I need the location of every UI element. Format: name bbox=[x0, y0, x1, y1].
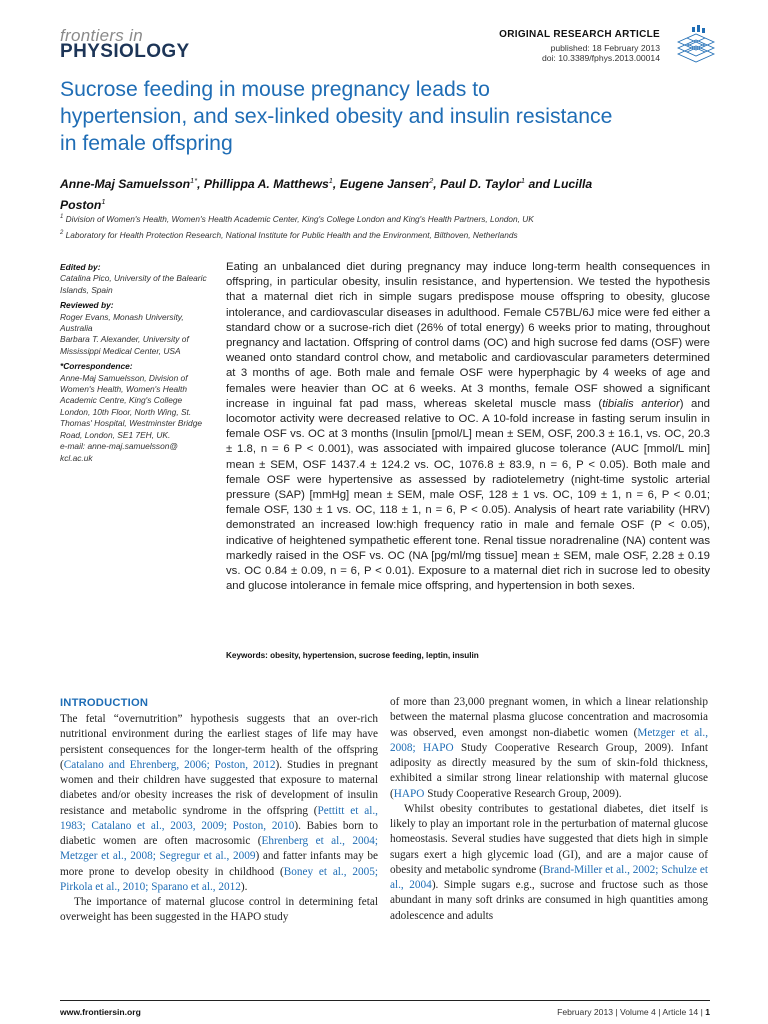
correspondence-address: Anne-Maj Samuelsson, Division of Women's Health, Women's Health Academic Centre, King's College London, 10th Floor, North Wing, St. Thomas' Hospital, Westminster Bridge Road, London, SE1 7EH, UK. bbox=[60, 372, 203, 440]
author: Lucilla Poston bbox=[60, 177, 593, 213]
section-heading: INTRODUCTION bbox=[60, 697, 149, 709]
article-type: ORIGINAL RESEARCH ARTICLE bbox=[499, 29, 660, 40]
body-text: ). Studies in pregnant women and their children have suggested that exposure to maternal diabetes and/or obesity increases the risk of development of insulin resistance and metabolic syndrome in the offspring ( bbox=[60, 758, 378, 817]
body-text: ). bbox=[240, 880, 248, 893]
body-text: Study Cooperative Research Group, 2009). Infant adiposity as directly measured by the sum of skin-fold thickness, exhibited a similar strong linear relationship with maternal glucose ( bbox=[390, 741, 708, 800]
footer-rule bbox=[60, 1000, 710, 1001]
author-sep: , bbox=[332, 177, 340, 192]
author-sep: , bbox=[433, 177, 441, 192]
journal-logo-line1: frontiers in bbox=[60, 26, 143, 45]
author: Phillippa A. Matthews bbox=[203, 177, 329, 192]
author: Eugene Jansen bbox=[339, 177, 430, 192]
paragraph bbox=[390, 695, 708, 802]
abstract bbox=[226, 260, 710, 594]
abstract-italic: tibialis anterior bbox=[602, 397, 680, 410]
reviewed-by-label: Reviewed by: bbox=[60, 300, 114, 311]
paragraph bbox=[390, 802, 708, 924]
author-sep: and bbox=[525, 177, 554, 192]
affiliation bbox=[60, 210, 700, 226]
article-title: Sucrose feeding in mouse pregnancy leads to hypertension, and sex-linked obesity and insulin resistance in female offspring bbox=[60, 78, 613, 155]
abstract-text: ) and locomotor activity were decreased relative to OC. A 10-fold increase in fasting serum insulin in female OSF vs. OC at 3 months (Insulin [pmol/L] mean ± SEM, OSF, 200.3 ± 16.1, vs. OC, 20.3 ± 1.8, n = 6 P < 0.001), was associated with impaired glucose tolerance (AUC [mmol/L min] mean ± SEM, OSF 1437.4 ± 124.2 vs. OC, 1076.8 ± 83.9, n = 6, P < 0.05). Both male and female OSF were hypertensive as assessed by radiotelemetry (night-time systolic arterial pressure (SAP) [mmHg] mean ± SEM, male OSF, 128 ± 1 vs. OC, 109 ± 1, n = 6, P < 0.01; female OSF, 130 ± 1 vs. OC, 118 ± 1, n = 6, P < 0.05). Analysis of heart rate variability (HRV) demonstrated an increased low:high frequency ratio in male and female OSF (P < 0.05), indicative of heightened sympathetic efferent tone. Renal tissue noradrenaline (NA) content was markedly raised in the OSF vs. OC (NA [pg/ml/mg tissue] mean ± SEM, male OSF, 2.28 ± 0.19 vs. OC 0.84 ± 0.09, n = 6, P < 0.01). Exposure to a maternal diet rich in sucrose led to obesity and glucose intolerance in female mice offspring, and hypertension in both sexes. bbox=[226, 397, 710, 593]
author: Paul D. Taylor bbox=[440, 177, 521, 192]
edited-by-label: Edited by: bbox=[60, 262, 101, 272]
reviewer: Barbara T. Alexander, University of Mississippi Medical Center, USA bbox=[60, 334, 189, 356]
body-text: Whilst obesity contributes to gestational diabetes, diet itself is likely to play an important role in the perturbation of maternal glucose homeostasis. Several studies have suggested that diets high in simple sugars exert a high glycemic load (GI), and are a major cause of obesity and metabolic syndrome ( bbox=[390, 802, 708, 876]
journal-logo-line2: PHYSIOLOGY bbox=[60, 41, 190, 62]
correspondence-email[interactable]: e-mail: anne-maj.samuelsson@ kcl.ac.uk bbox=[60, 441, 178, 463]
correspondence-label: *Correspondence: bbox=[60, 361, 133, 372]
author-affil-sup: 1 bbox=[190, 176, 195, 185]
affiliations bbox=[60, 210, 700, 242]
affil-number: 2 bbox=[60, 229, 64, 236]
abstract-text: Eating an unbalanced diet during pregnancy may induce long-term health consequences in offspring, in particular obesity, insulin resistance, and hypertension. We tested the hypothesis that a maternal diet rich in simple sugars predispose mouse offspring to obesity, glucose intolerance, and cardiovascular diseases in adulthood. Female C57BL/6J mice were fed either a standard chow or a sucrose-rich diet (26% of total energy) 6 weeks prior to mating, throughout pregnancy and lactation. Offspring of control dams (OC) and high sucrose fed dams (OSF) were weaned onto standard control chow, and metabolic and cardiovascular parameters determined at 3 months of age. Both male and female OSF were hyperphagic by 4 weeks of age and females were heavier than OC at 6 weeks. At 3 months, female OSF showed a significant increase in inguinal fat pad mass, whereas skeletal muscle mass ( bbox=[226, 261, 710, 410]
author-affil-sup: 1 bbox=[520, 176, 526, 185]
body-text: The fetal “overnutrition” hypothesis suggests that an over-rich nutritional environment during the earliest stages of life may have persistent consequences for the longer-term health of the offspring ( bbox=[60, 713, 378, 771]
body-text: Study Cooperative Research Group, 2009). bbox=[424, 787, 622, 800]
affil-text: Laboratory for Health Protection Research, National Institute for Public Health and the Environment, Bilthoven, Netherlands bbox=[65, 229, 518, 240]
footer-issue: February 2013 | Volume 4 | Article 14 | bbox=[557, 1007, 706, 1017]
citation-link[interactable]: Pettitt et al., 1983; Catalano et al., 2003, 2009; Poston, 2010 bbox=[60, 804, 378, 832]
citation-link[interactable]: Ehrenberg et al., 2004; Metzger et al., 2008; Segregur et al., 2009 bbox=[60, 835, 378, 863]
author-affil-sup: 1 bbox=[101, 197, 106, 207]
reviewer: Roger Evans, Monash University, Australia bbox=[60, 311, 184, 334]
keywords bbox=[226, 651, 710, 660]
body-text: ). Babies born to diabetic women are often macrosomic ( bbox=[60, 819, 379, 847]
body-text: of more than 23,000 pregnant women, in which a linear relationship between the maternal plasma glucose concentration and macrosomia was observed, even amongst non-diabetic women ( bbox=[390, 696, 708, 739]
corresponding-mark: * bbox=[194, 176, 198, 185]
affiliation bbox=[60, 226, 700, 242]
body-column-left bbox=[60, 712, 378, 926]
footer-website[interactable]: www.frontiersin.org bbox=[60, 1007, 141, 1017]
article-meta bbox=[60, 262, 210, 468]
page-number: 1 bbox=[705, 1007, 710, 1017]
affil-text: Division of Women's Health, Women's Health Academic Center, King's College London and King's Health Partners, London, UK bbox=[65, 213, 534, 224]
citation-link[interactable]: Brand-Miller et al., 2002; Schulze et al., 2004 bbox=[390, 863, 708, 891]
body-text: ). Simple sugars e.g., sucrose and fructose such as those abundant in many soft drinks are consumed in high quantities among adolescence and adults bbox=[390, 879, 708, 922]
citation-link[interactable]: HAPO bbox=[393, 787, 425, 800]
journal-stack-icon bbox=[672, 24, 720, 68]
body-column-right bbox=[390, 695, 708, 924]
editor: Catalina Pico, University of the Balearic Islands, Spain bbox=[60, 273, 207, 295]
citation-link[interactable]: Boney et al., 2005; Pirkola et al., 2010; Sparano et al., 2012 bbox=[60, 865, 378, 893]
doi: doi: 10.3389/fphys.2013.00014 bbox=[541, 53, 660, 63]
author-list bbox=[60, 172, 620, 214]
paragraph bbox=[60, 895, 378, 926]
footer-info bbox=[557, 1007, 710, 1017]
published-date: published: 18 February 2013 bbox=[550, 43, 660, 53]
author: Anne-Maj Samuelsson bbox=[60, 177, 191, 192]
citation-link[interactable]: Metzger et al., 2008; HAPO bbox=[390, 726, 709, 754]
author-affil-sup: 1 bbox=[328, 176, 333, 185]
author-affil-sup: 2 bbox=[429, 176, 434, 185]
citation-link[interactable]: Catalano and Ehrenberg, 2006; Poston, 2012 bbox=[63, 758, 276, 771]
paragraph bbox=[60, 712, 378, 895]
keywords-value: obesity, hypertension, sucrose feeding, leptin, insulin bbox=[270, 651, 479, 660]
body-text: ) and fatter infants may be more prone to develop obesity in childhood ( bbox=[60, 850, 378, 878]
keywords-label: Keywords: bbox=[226, 651, 268, 660]
body-text: The importance of maternal glucose control in determining fetal overweight has been suggested in the HAPO study bbox=[60, 896, 378, 924]
author-sep: , bbox=[197, 177, 204, 192]
affil-number: 1 bbox=[60, 214, 64, 220]
